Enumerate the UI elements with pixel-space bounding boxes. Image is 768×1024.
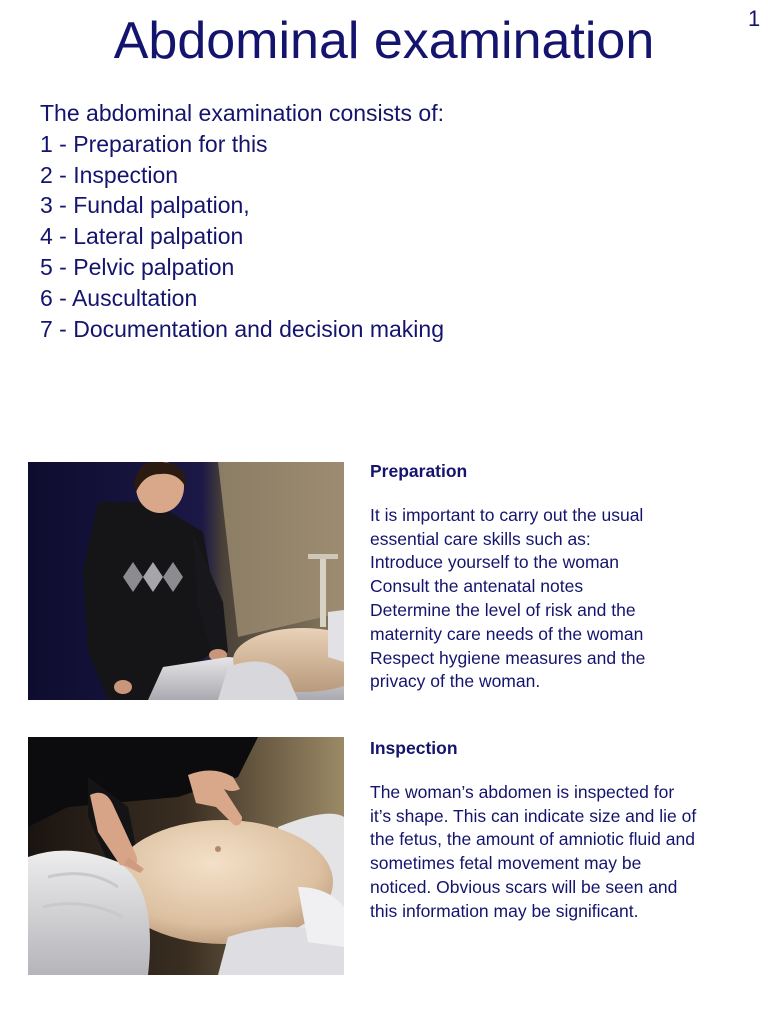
section-heading: Preparation [370, 461, 468, 481]
page-title: Abdominal examination [113, 12, 655, 70]
list-item: 6 - Auscultation [40, 284, 198, 311]
list-item: 7 - Documentation and decision making [40, 315, 445, 342]
section-text-line: it’s shape. This can indicate size and lie of [370, 805, 697, 826]
list-item: 2 - Inspection [40, 161, 179, 188]
preparation-section [370, 460, 750, 694]
section-text-line: maternity care needs of the woman [370, 623, 644, 644]
section-text-line: Determine the level of risk and the [370, 599, 636, 620]
section-text-line: Respect hygiene measures and the [370, 647, 646, 668]
list-item: 4 - Lateral palpation [40, 223, 244, 250]
preparation-photo [28, 462, 344, 700]
section-text-line: Introduce yourself to the woman [370, 552, 620, 573]
inspection-photo [28, 737, 344, 975]
section-text-line: essential care skills such as: [370, 528, 591, 549]
section-text-line: the fetus, the amount of amniotic fluid and [370, 829, 695, 850]
intro-list [40, 98, 740, 344]
section-text-line: The woman’s abdomen is inspected for [370, 781, 675, 802]
section-text-line: Consult the antenatal notes [370, 576, 584, 597]
list-item: 1 - Preparation for this [40, 130, 268, 157]
section-text-line: noticed. Obvious scars will be seen and [370, 876, 678, 897]
section-text-line: this information may be significant. [370, 900, 639, 921]
page-number: 1 [748, 6, 761, 31]
section-text-line: It is important to carry out the usual [370, 504, 644, 525]
section-heading: Inspection [370, 738, 458, 758]
intro-lead: The abdominal examination consists of: [40, 100, 444, 126]
section-text-line: privacy of the woman. [370, 671, 541, 692]
list-item: 5 - Pelvic palpation [40, 253, 235, 280]
list-item: 3 - Fundal palpation, [40, 192, 250, 219]
inspection-section [370, 737, 750, 924]
section-text-line: sometimes fetal movement may be [370, 853, 642, 874]
